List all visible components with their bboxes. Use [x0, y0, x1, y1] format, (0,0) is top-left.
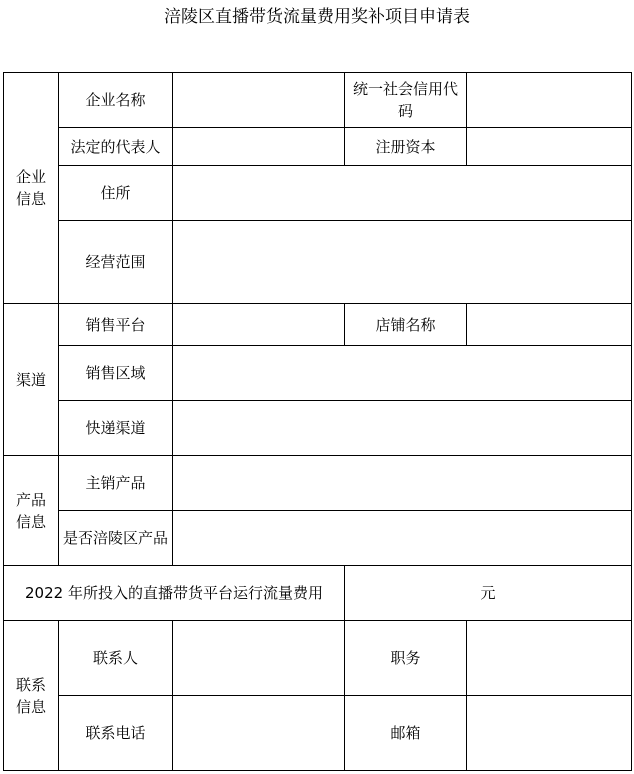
group-product-line2: 信息 [15, 512, 46, 531]
form-title: 涪陵区直播带货流量费用奖补项目申请表 [164, 7, 470, 27]
label-express-channel: 快递渠道 [59, 401, 173, 456]
group-enterprise-line1: 企业 [15, 168, 46, 186]
input-company-name[interactable] [173, 73, 345, 128]
label-address: 住所 [59, 166, 173, 221]
group-product-info [4, 456, 59, 566]
group-contact-line2: 信息 [15, 697, 46, 716]
input-sales-region[interactable] [173, 346, 632, 401]
group-contact-line1: 联系 [15, 675, 46, 694]
group-enterprise-info [4, 73, 59, 304]
label-shop-name: 店铺名称 [345, 304, 467, 346]
label-main-product: 主销产品 [59, 456, 173, 511]
input-business-scope[interactable] [173, 221, 632, 304]
input-main-product[interactable] [173, 456, 632, 511]
group-channel [4, 304, 59, 456]
label-email: 邮箱 [345, 696, 467, 771]
group-product-line1: 产品 [15, 490, 46, 509]
label-position: 职务 [345, 621, 467, 696]
label-contact-person: 联系人 [59, 621, 173, 696]
input-registered-capital[interactable] [467, 128, 632, 166]
input-sales-platform[interactable] [173, 304, 345, 346]
label-business-scope: 经营范围 [59, 221, 173, 304]
label-traffic-fee: 2022 年所投入的直播带货平台运行流量费用 [4, 566, 345, 621]
input-contact-phone[interactable] [173, 696, 345, 771]
input-credit-code[interactable] [467, 73, 632, 128]
input-traffic-fee-yuan[interactable]: 元 [345, 566, 632, 621]
label-legal-representative: 法定的代表人 [59, 128, 173, 166]
group-channel-label: 渠道 [15, 370, 46, 389]
input-address[interactable] [173, 166, 632, 221]
input-contact-person[interactable] [173, 621, 345, 696]
input-express-channel[interactable] [173, 401, 632, 456]
label-credit-code: 统一社会信用代码 [345, 73, 467, 128]
label-registered-capital: 注册资本 [345, 128, 467, 166]
application-form-table [3, 72, 632, 771]
label-contact-phone: 联系电话 [59, 696, 173, 771]
input-shop-name[interactable] [467, 304, 632, 346]
input-position[interactable] [467, 621, 632, 696]
label-sales-region: 销售区域 [59, 346, 173, 401]
group-enterprise-line2: 信息 [15, 190, 46, 208]
input-legal-representative[interactable] [173, 128, 345, 166]
input-is-fuling-product[interactable] [173, 511, 632, 566]
label-is-fuling-product: 是否涪陵区产品 [59, 511, 173, 566]
input-email[interactable] [467, 696, 632, 771]
label-sales-platform: 销售平台 [59, 304, 173, 346]
label-company-name: 企业名称 [59, 73, 173, 128]
group-contact-info [4, 621, 59, 771]
